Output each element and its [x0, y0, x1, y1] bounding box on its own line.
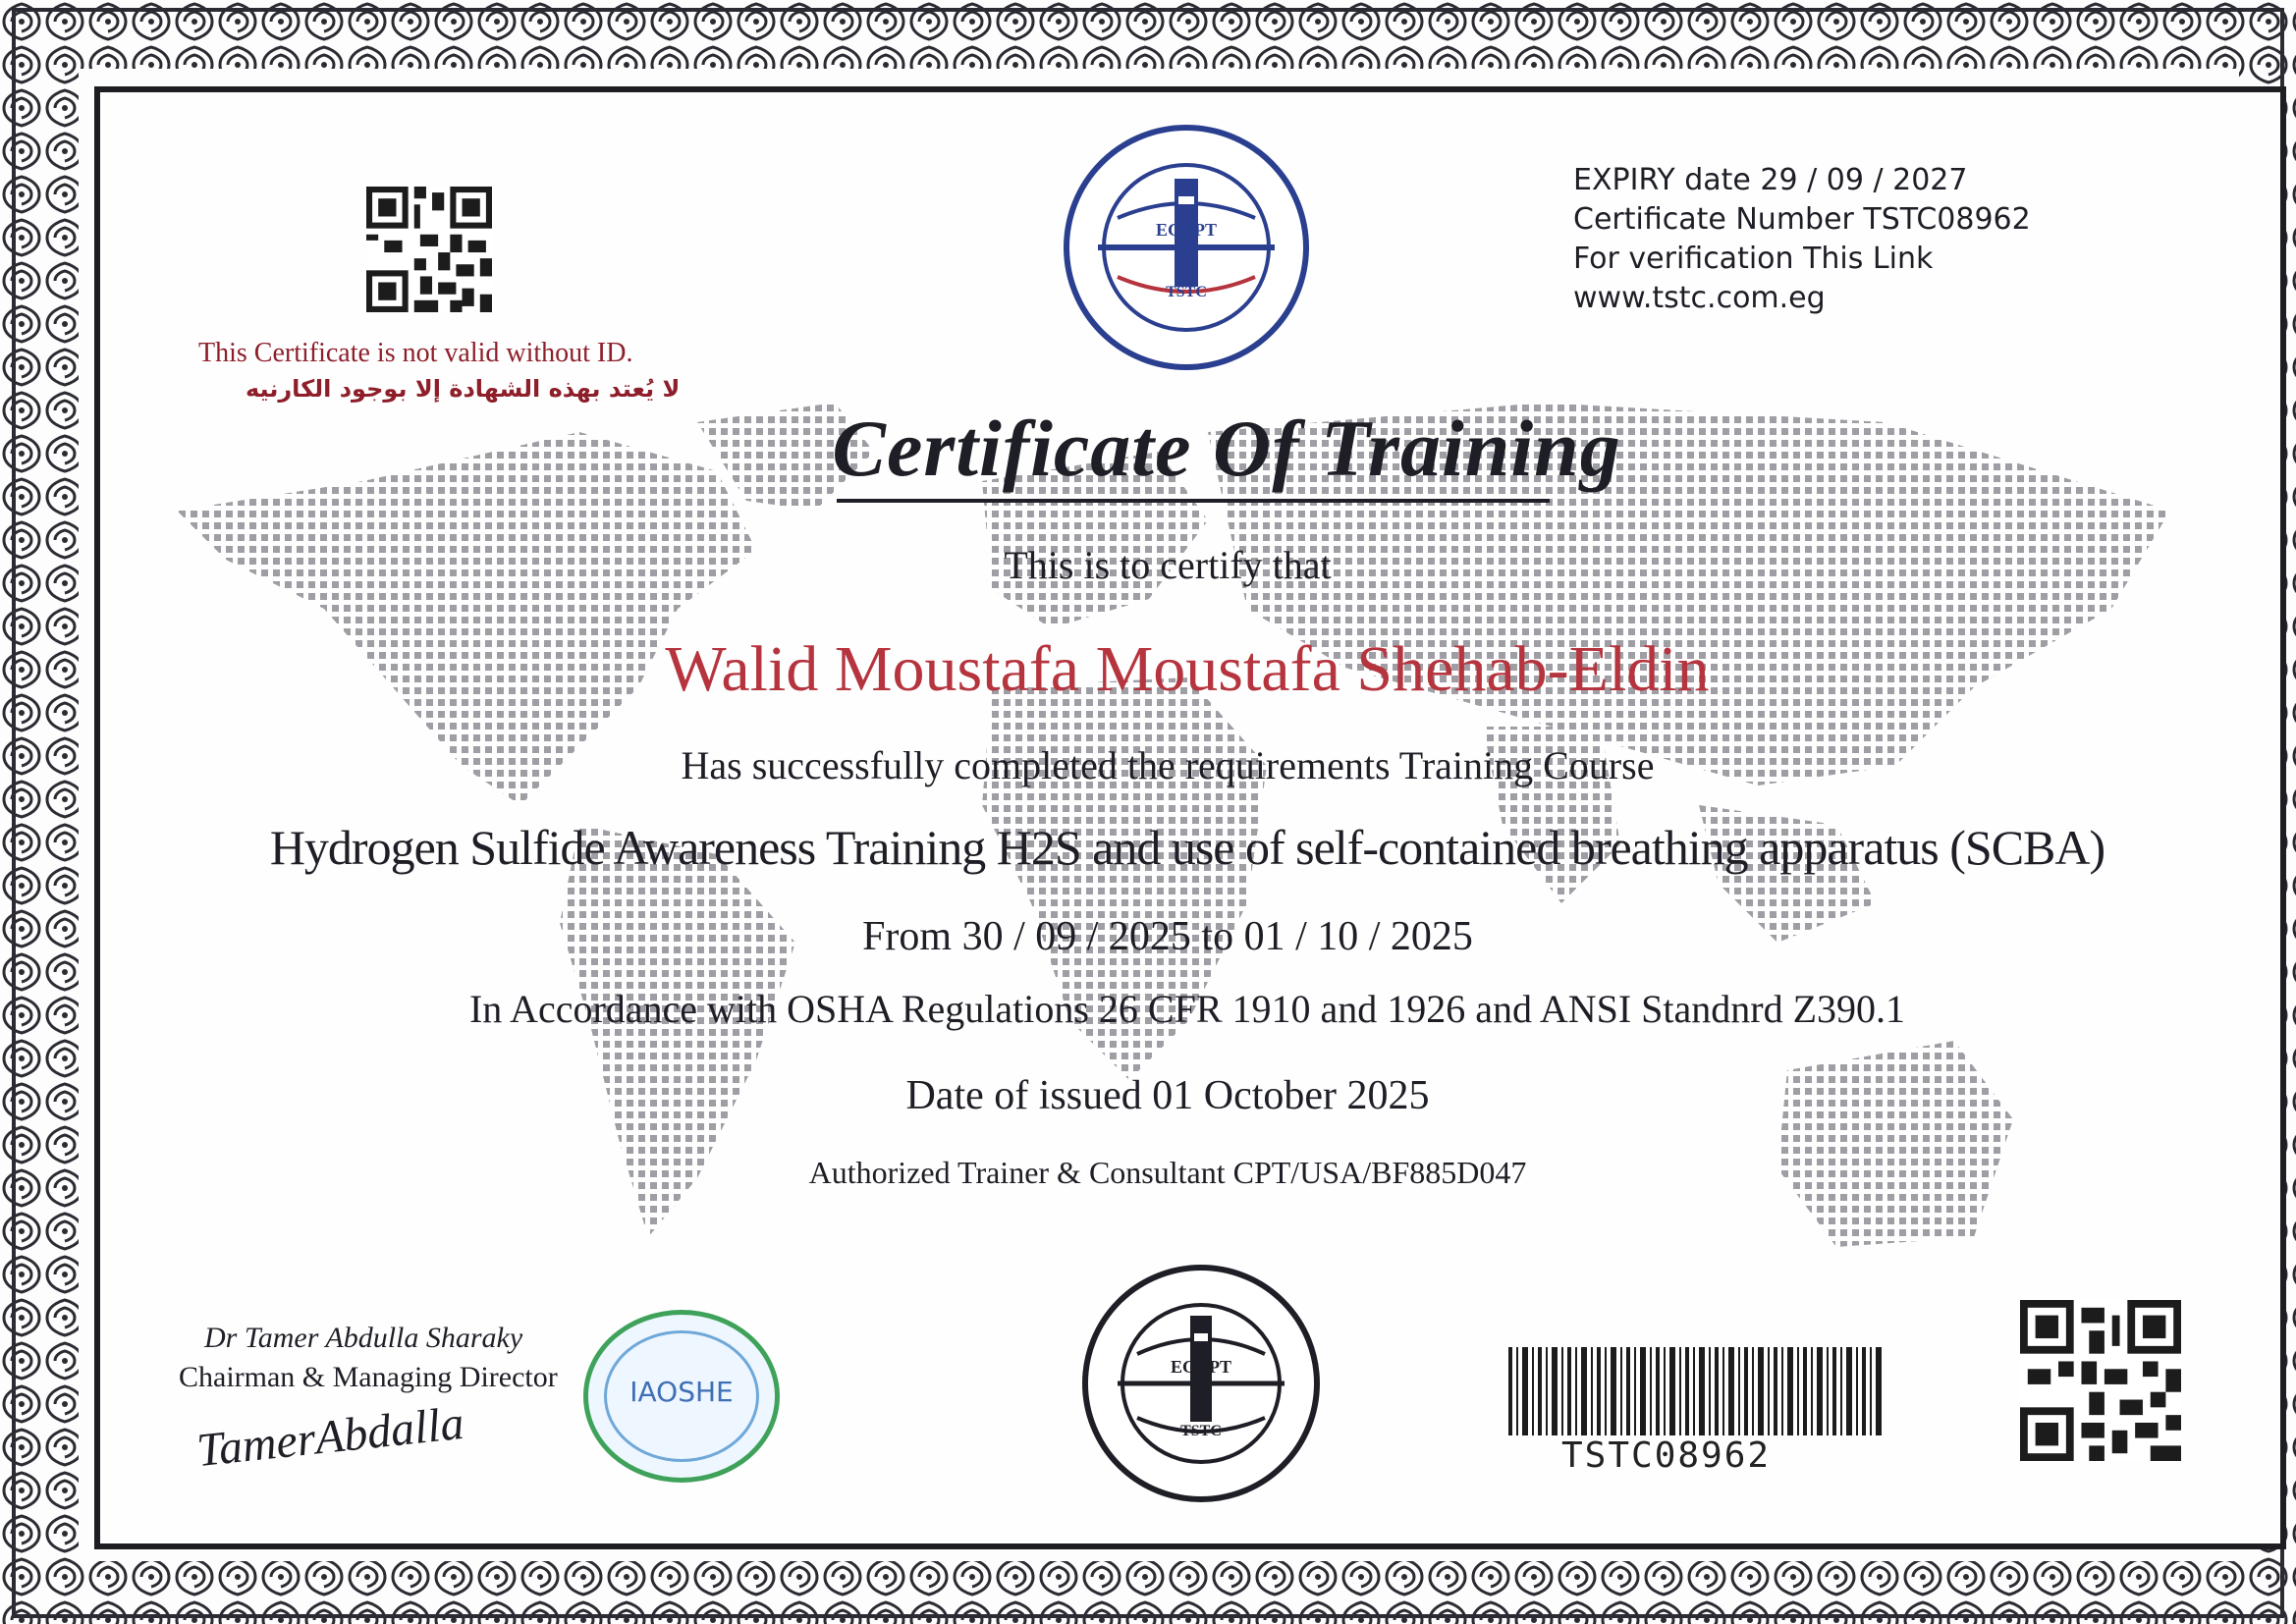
course-name: Hydrogen Sulfide Awareness Training H2S and use of self-contained breathing apparatus (SCBA)	[269, 820, 2105, 875]
certificate-title: Certificate Of Training	[832, 404, 1621, 493]
issued-date: Date of issued 01 October 2025	[905, 1073, 1430, 1118]
expiry-block	[1573, 161, 2031, 318]
id-notice-arabic: لا يُعتد بهذه الشهادة إلا بوجود الكارنيه	[246, 375, 681, 403]
verification-link[interactable]: www.tstc.com.eg	[1573, 281, 1826, 315]
trainer-line: Authorized Trainer & Consultant CPT/USA/BF885D047	[808, 1155, 1527, 1190]
iaoshe-label: IAOSHE	[629, 1376, 734, 1408]
svg-text:EGYPT: EGYPT	[1155, 220, 1218, 240]
certify-line: This is to certify that	[1004, 543, 1332, 587]
qr-code-bottom	[2017, 1300, 2184, 1461]
title-underline	[837, 499, 1550, 503]
svg-text:EGYPT: EGYPT	[1170, 1357, 1232, 1377]
iaoshe-badge	[583, 1310, 780, 1483]
barcode	[1508, 1347, 1889, 1441]
certificate-number: Certificate Number TSTC08962	[1573, 202, 2031, 237]
barcode-number: TSTC08962	[1561, 1435, 1772, 1476]
company-seal-top	[1059, 120, 1314, 375]
signatory-role: Chairman & Managing Director	[179, 1361, 558, 1393]
id-notice-english: This Certificate is not valid without ID.	[198, 338, 633, 368]
completed-line: Has successfully completed the requirements Training Course	[681, 743, 1655, 787]
signatory-name: Dr Tamer Abdulla Sharaky	[204, 1322, 523, 1354]
expiry-date: EXPIRY date 29 / 09 / 2027	[1573, 163, 1968, 197]
svg-text:TSTC: TSTC	[1180, 1423, 1222, 1439]
date-range: From 30 / 09 / 2025 to 01 / 10 / 2025	[862, 914, 1473, 959]
signature: TamerAbdalla	[193, 1396, 466, 1478]
company-seal-bottom	[1078, 1261, 1324, 1506]
recipient-name: Walid Moustafa Moustafa Shehab-Eldin	[665, 633, 1710, 705]
accordance-line: In Accordance with OSHA Regulations 26 CFR 1910 and 1926 and ANSI Standnrd Z390.1	[468, 987, 1906, 1031]
verification-label: For verification This Link	[1573, 242, 1934, 276]
qr-code-top	[363, 187, 495, 312]
svg-text:TSTC: TSTC	[1166, 284, 1207, 300]
